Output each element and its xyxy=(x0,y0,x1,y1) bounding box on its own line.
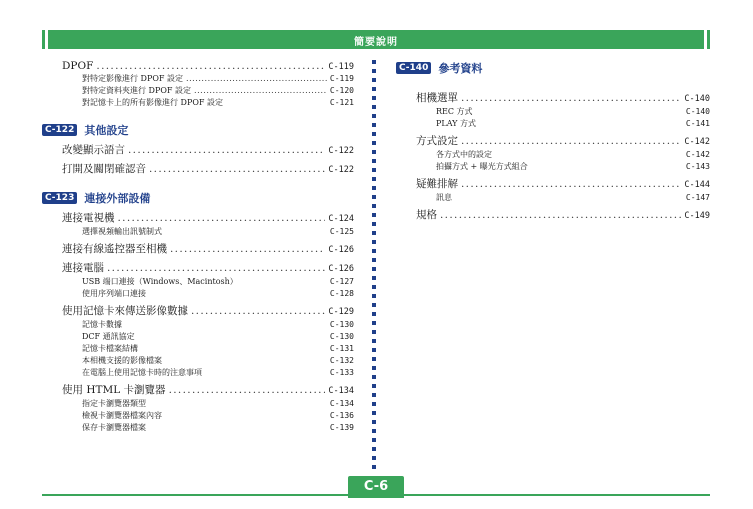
toc-entry-label: 記憶卡檔案結構 xyxy=(82,344,138,353)
toc-page-ref[interactable]: C-129 xyxy=(328,307,354,317)
toc-leader-dots xyxy=(170,243,325,255)
toc-page-ref[interactable]: C-142 xyxy=(684,137,710,147)
toc-entry-label: DPOF xyxy=(62,60,94,72)
dpof-entries xyxy=(62,60,354,108)
section-header-c123 xyxy=(45,190,354,206)
toc-subentry[interactable] xyxy=(62,288,354,299)
toc-page-ref[interactable]: C-119 xyxy=(328,62,354,72)
toc-entry-label: 訊息 xyxy=(436,193,452,202)
toc-leader-dots xyxy=(128,144,325,156)
toc-entry-label: 連接電視機 xyxy=(62,212,115,224)
toc-page-ref[interactable]: C-139 xyxy=(329,423,354,432)
toc-page-ref[interactable]: C-120 xyxy=(329,86,354,95)
toc-page-ref[interactable]: C-136 xyxy=(329,411,354,420)
right-column xyxy=(399,60,710,222)
toc-entry[interactable] xyxy=(62,260,354,275)
toc-subentry[interactable] xyxy=(416,106,710,117)
toc-page-ref[interactable]: C-130 xyxy=(329,332,354,341)
toc-subentry[interactable] xyxy=(62,410,354,421)
toc-page-ref[interactable]: C-140 xyxy=(685,107,710,116)
toc-page-ref[interactable]: C-134 xyxy=(328,386,354,396)
toc-entry[interactable] xyxy=(62,382,354,397)
toc-entry-label: PLAY 方式 xyxy=(436,119,476,128)
toc-entry[interactable] xyxy=(62,142,354,157)
toc-leader-dots xyxy=(149,163,325,175)
section-c123-entries xyxy=(62,210,354,433)
toc-entry[interactable] xyxy=(416,207,710,222)
toc-leader-dots xyxy=(169,384,326,396)
toc-entry-label: 在電腦上使用記憶卡時的注意事項 xyxy=(82,368,202,377)
toc-entry-label: 打開及關閉確認音 xyxy=(62,163,146,175)
toc-entry-label: USB 端口連接（Windows、Macintosh） xyxy=(82,277,238,286)
toc-entry[interactable] xyxy=(62,60,354,72)
toc-entry[interactable] xyxy=(416,90,710,105)
section-c122-entries xyxy=(62,142,354,176)
toc-entry-label: 連接電腦 xyxy=(62,262,104,274)
toc-leader-dots xyxy=(461,92,681,104)
toc-entry-label: 對特定影像進行 DPOF 設定 xyxy=(82,74,183,83)
toc-leader-dots xyxy=(194,86,327,95)
toc-page-ref[interactable]: C-141 xyxy=(685,119,710,128)
toc-page-ref[interactable]: C-125 xyxy=(329,227,354,236)
toc-page-ref[interactable]: C-127 xyxy=(329,277,354,286)
toc-page-ref[interactable]: C-144 xyxy=(684,180,710,190)
toc-page-ref[interactable]: C-149 xyxy=(684,211,710,221)
section-header-c122 xyxy=(45,122,354,138)
toc-entry-label: 選擇視頻輸出訊號制式 xyxy=(82,227,162,236)
toc-leader-dots xyxy=(118,212,326,224)
page-number-tab: C-6 xyxy=(348,476,404,498)
toc-entry-label: 使用序列端口連接 xyxy=(82,289,146,298)
toc-leader-dots xyxy=(107,262,325,274)
toc-page-ref[interactable]: C-130 xyxy=(329,320,354,329)
toc-entry-label: 規格 xyxy=(416,209,437,221)
section-title-c140: 參考資料 xyxy=(438,62,483,75)
toc-subentry[interactable] xyxy=(416,118,710,129)
section-badge-c140[interactable]: C-140 xyxy=(396,62,431,74)
toc-subentry[interactable] xyxy=(62,319,354,330)
toc-entry-label: 拍攝方式 + 曝光方式組合 xyxy=(436,162,528,171)
toc-entry-label: 連接有線遙控器至相機 xyxy=(62,243,167,255)
toc-page-ref[interactable]: C-124 xyxy=(328,214,354,224)
toc-subentry[interactable] xyxy=(62,331,354,342)
toc-page-ref[interactable]: C-121 xyxy=(329,98,354,107)
toc-subentry[interactable] xyxy=(62,73,354,84)
toc-subentry[interactable] xyxy=(62,422,354,433)
toc-entry-label: 相機選單 xyxy=(416,92,458,104)
section-c140-entries xyxy=(416,90,710,222)
toc-leader-dots xyxy=(461,135,681,147)
toc-subentry[interactable] xyxy=(416,149,710,160)
toc-page-ref[interactable]: C-126 xyxy=(328,245,354,255)
left-column xyxy=(45,60,354,433)
toc-page-ref[interactable]: C-122 xyxy=(328,146,354,156)
toc-entry-label: 保存卡瀏覽器檔案 xyxy=(82,423,146,432)
toc-leader-dots xyxy=(461,178,681,190)
toc-page-ref[interactable]: C-126 xyxy=(328,264,354,274)
toc-entry-label: 使用記憶卡來傳送影像數據 xyxy=(62,305,188,317)
toc-leader-dots xyxy=(191,305,325,317)
toc-subentry[interactable] xyxy=(62,276,354,287)
toc-entry[interactable] xyxy=(62,303,354,318)
toc-subentry[interactable] xyxy=(62,343,354,354)
toc-subentry[interactable] xyxy=(416,161,710,172)
section-header-c140 xyxy=(399,60,710,76)
toc-entry-label: 使用 HTML 卡瀏覽器 xyxy=(62,384,166,396)
toc-entry[interactable] xyxy=(62,210,354,225)
section-title-c123: 連接外部設備 xyxy=(84,192,151,205)
toc-entry-label: 對記憶卡上的所有影像進行 DPOF 設定 xyxy=(82,98,223,107)
toc-subentry[interactable] xyxy=(62,226,354,237)
toc-subentry[interactable] xyxy=(62,85,354,96)
toc-entry-label: 指定卡瀏覽器類型 xyxy=(82,399,146,408)
toc-leader-dots xyxy=(186,74,327,83)
toc-page-ref[interactable]: C-119 xyxy=(329,74,354,83)
column-divider xyxy=(372,60,376,470)
toc-page-ref[interactable]: C-140 xyxy=(684,94,710,104)
toc-page-ref[interactable]: C-131 xyxy=(329,344,354,353)
toc-entry-label: 改變顯示語言 xyxy=(62,144,125,156)
toc-subentry[interactable] xyxy=(62,398,354,409)
toc-entry-label: 方式設定 xyxy=(416,135,458,147)
toc-entry[interactable] xyxy=(416,176,710,191)
toc-entry-label: REC 方式 xyxy=(436,107,473,116)
toc-entry[interactable] xyxy=(62,161,354,176)
toc-page-ref[interactable]: C-128 xyxy=(329,289,354,298)
toc-leader-dots xyxy=(440,209,681,221)
toc-subentry[interactable] xyxy=(62,355,354,366)
header-title: 簡要說明 xyxy=(354,37,398,48)
toc-subentry[interactable] xyxy=(62,97,354,108)
toc-entry-label: 記憶卡數據 xyxy=(82,320,122,329)
toc-page-ref[interactable]: C-143 xyxy=(685,162,710,171)
toc-subentry[interactable] xyxy=(62,367,354,378)
section-badge-c123[interactable]: C-123 xyxy=(42,192,77,204)
toc-entry-label: 對特定資料夾進行 DPOF 設定 xyxy=(82,86,191,95)
toc-page-ref[interactable]: C-134 xyxy=(329,399,354,408)
toc-page-ref[interactable]: C-133 xyxy=(329,368,354,377)
header-right-cap xyxy=(704,30,707,49)
toc-entry-label: 疑難排解 xyxy=(416,178,458,190)
toc-entry-label: 本相機支援的影像檔案 xyxy=(82,356,162,365)
header-bar xyxy=(42,30,710,49)
toc-entry-label: DCF 通訊協定 xyxy=(82,332,135,341)
toc-entry-label: 各方式中的設定 xyxy=(436,150,492,159)
toc-entry-label: 檢視卡瀏覽器檔案內容 xyxy=(82,411,162,420)
toc-subentry[interactable] xyxy=(416,192,710,203)
toc-page-ref[interactable]: C-142 xyxy=(685,150,710,159)
section-title-c122: 其他設定 xyxy=(84,124,129,137)
section-badge-c122[interactable]: C-122 xyxy=(42,124,77,136)
toc-entry[interactable] xyxy=(416,133,710,148)
toc-page-ref[interactable]: C-122 xyxy=(328,165,354,175)
toc-page-ref[interactable]: C-147 xyxy=(685,193,710,202)
toc-entry[interactable] xyxy=(62,241,354,256)
toc-leader-dots xyxy=(96,60,325,72)
toc-page-ref[interactable]: C-132 xyxy=(329,356,354,365)
